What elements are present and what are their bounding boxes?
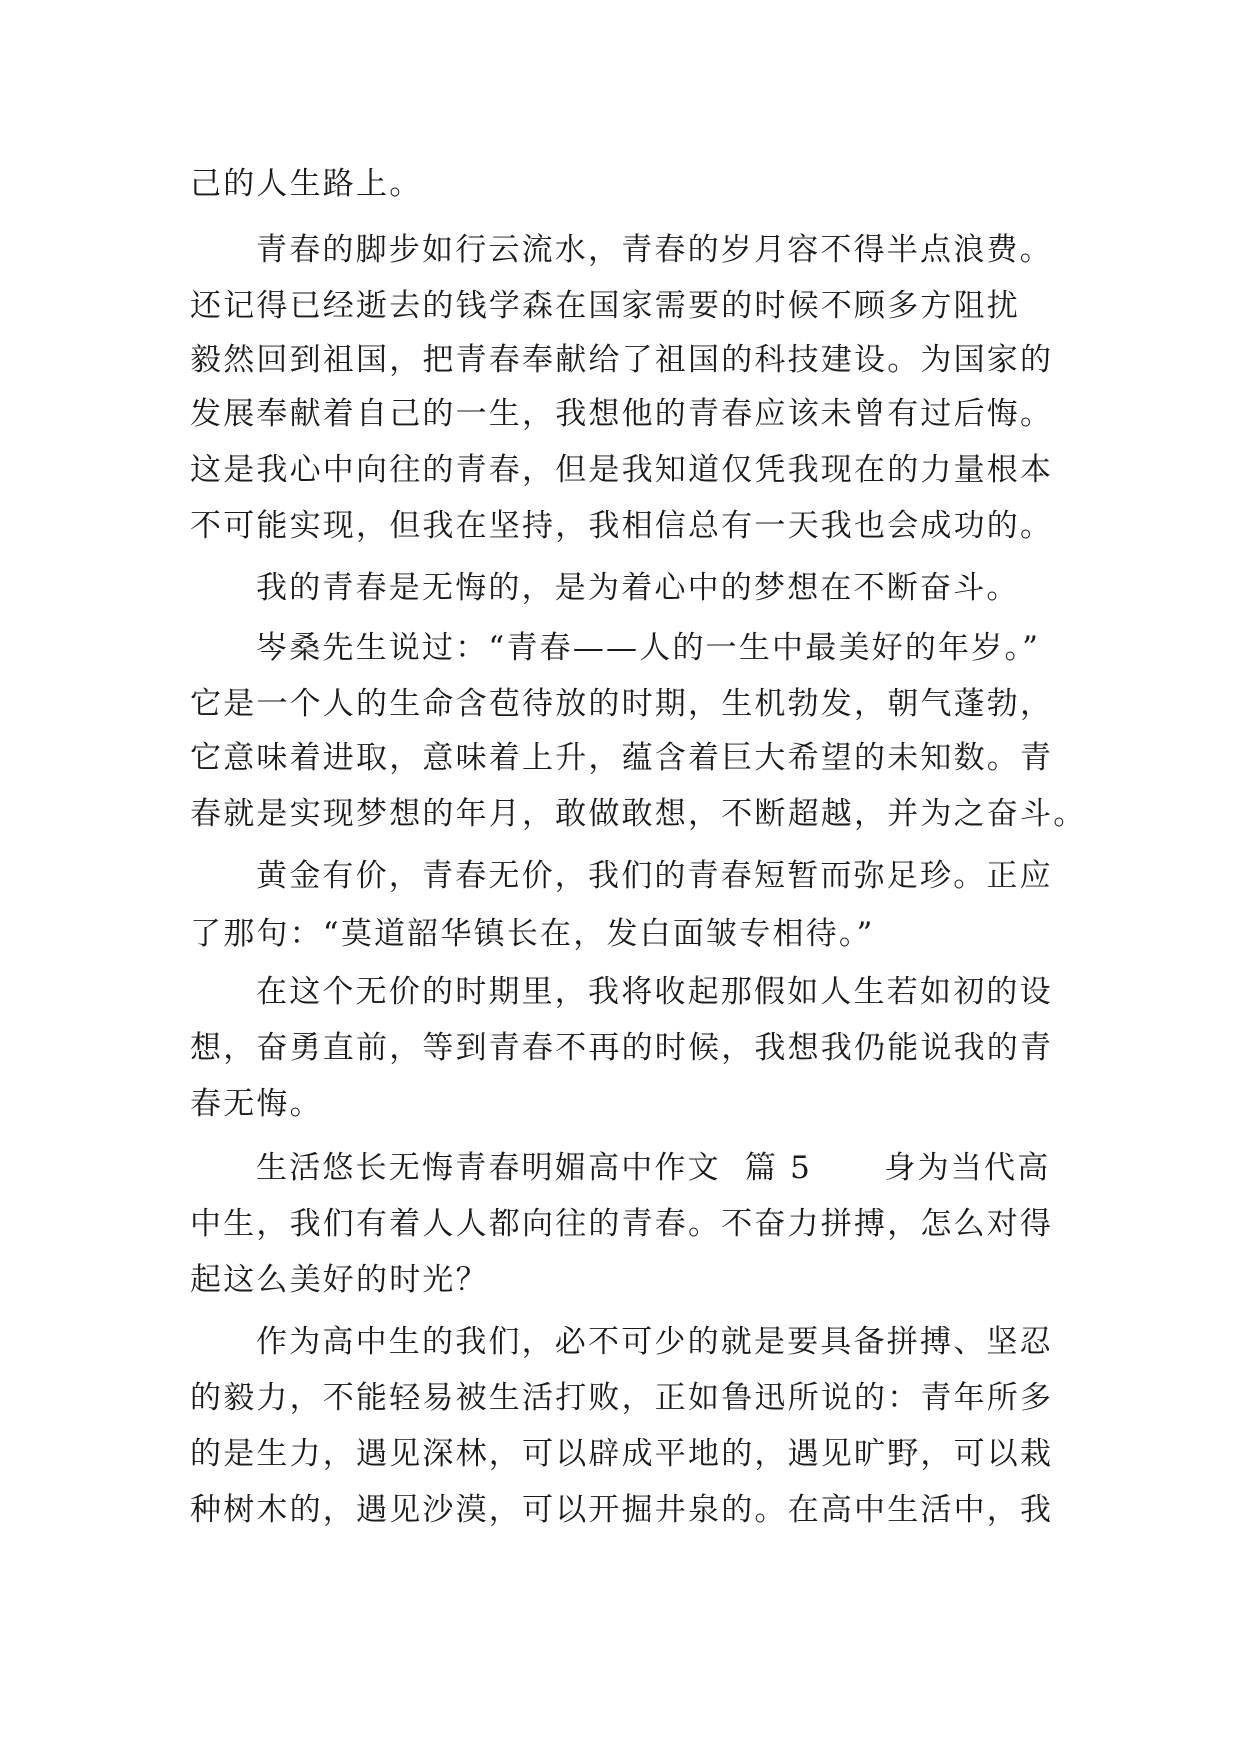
text-line: 的毅力，不能轻易被生活打败，正如鲁迅所说的：青年所多 [190, 1380, 1054, 1416]
text-line: 中生，我们有着人人都向往的青春。不奋力拼搏，怎么对得 [190, 1206, 1054, 1242]
paragraph-start-line: 作为高中生的我们，必不可少的就是要具备拼搏、坚忍 [256, 1324, 1053, 1360]
text-line: 这是我心中向往的青春，但是我知道仅凭我现在的力量根本 [190, 452, 1054, 488]
text-line: 春就是实现梦想的年月，敢做敢想，不断超越，并为之奋斗。 [190, 796, 1087, 832]
text-line: 想，奋勇直前，等到青春不再的时候，我想我仍能说我的青 [190, 1030, 1054, 1066]
text-line: 发展奉献着自己的一生，我想他的青春应该未曾有过后悔。 [190, 396, 1054, 432]
paragraph-start-line: 在这个无价的时期里，我将收起那假如人生若如初的设 [256, 974, 1053, 1010]
text-line: 不可能实现，但我在坚持，我相信总有一天我也会成功的。 [190, 508, 1054, 544]
paragraph-start-line: 我的青春是无悔的，是为着心中的梦想在不断奋斗。 [256, 570, 1020, 606]
paragraph-start-line: 青春的脚步如行云流水，青春的岁月容不得半点浪费。 [256, 232, 1053, 268]
text-line: 它是一个人的生命含苞待放的时期，生机勃发，朝气蓬勃， [190, 686, 1054, 722]
text-line: 春无悔。 [190, 1086, 323, 1122]
section-heading-line: 生活悠长无悔青春明媚高中作文 篇 5 身为当代高 [256, 1150, 1051, 1186]
text-line: 它意味着进取，意味着上升，蕴含着巨大希望的未知数。青 [190, 740, 1054, 776]
text-line: 起这么美好的时光？ [190, 1262, 489, 1298]
text-line: 种树木的，遇见沙漠，可以开掘井泉的。在高中生活中，我 [190, 1492, 1054, 1528]
text-line: 毅然回到祖国，把青春奉献给了祖国的科技建设。为国家的 [190, 342, 1054, 378]
paragraph-start-line: 黄金有价，青春无价，我们的青春短暂而弥足珍。正应 [256, 858, 1053, 894]
text-line: 还记得已经逝去的钱学森在国家需要的时候不顾多方阻扰 [190, 288, 1020, 324]
paragraph-start-line: 岑桑先生说过：“青春——人的一生中最美好的年岁。” [256, 630, 1041, 666]
text-line: 的是生力，遇见深林，可以辟成平地的，遇见旷野，可以栽 [190, 1436, 1054, 1472]
text-line: 己的人生路上。 [190, 166, 423, 202]
text-line: 了那句：“莫道韶华镇长在，发白面皱专相待。” [190, 916, 875, 952]
